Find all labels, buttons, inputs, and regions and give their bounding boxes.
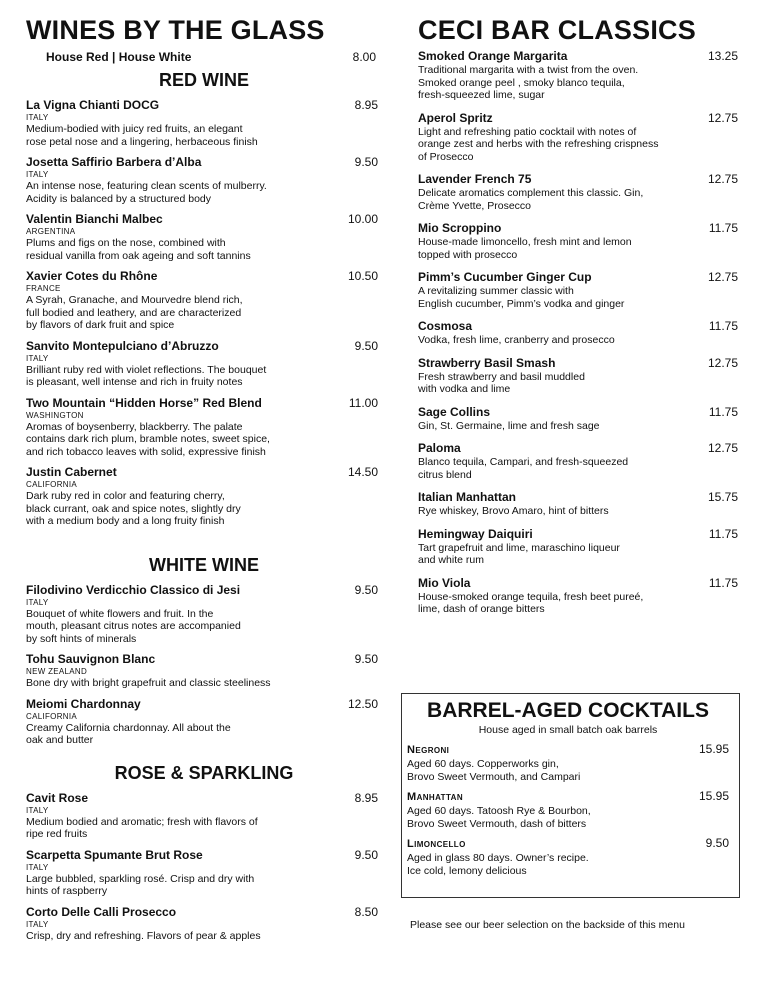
classics-list [418,49,738,616]
menu-item-description: Tart grapefruit and lime, maraschino liqueur and white rum [418,541,620,566]
menu-item [418,111,738,164]
menu-item-origin: ITALY [26,919,49,929]
menu-item-description: Fresh strawberry and basil muddled with vodka and lime [418,370,585,395]
menu-item-name: Two Mountain “Hidden Horse” Red Blend [26,395,262,410]
menu-item-name: Meiomi Chardonnay [26,696,141,711]
wines-by-the-glass-title: WINES BY THE GLASS [26,15,325,45]
menu-item-description: Light and refreshing patio cocktail with notes of orange zest and herbs with the refreshing crispness of Prosecco [418,125,659,163]
menu-item-origin: WASHINGTON [26,410,84,420]
menu-item-origin: ITALY [26,597,49,607]
menu-item-price: 11.75 [708,404,738,419]
house-wine-label: House Red | House White [46,50,192,64]
barrel-aged-list [407,742,729,877]
menu-item [407,742,729,783]
house-wine-row [46,50,382,64]
menu-item-header [26,155,382,170]
menu-item-origin: ITALY [26,805,49,815]
menu-item-name: Scarpetta Spumante Brut Rose [26,847,203,862]
menu-item-name: Hemingway Daiquiri [418,526,533,541]
menu-item-description: Delicate aromatics complement this classic. Gin, Crème Yvette, Prosecco [418,187,644,212]
menu-item-origin: CALIFORNIA [26,711,78,721]
menu-item-description: A revitalizing summer classic with English cucumber, Pimm’s vodka and ginger [418,285,625,310]
menu-item-name: Paloma [418,441,461,455]
menu-item-price: 8.50 [354,904,378,919]
white-wine-heading: WHITE WINE [149,554,259,575]
menu-item [26,212,382,262]
white-wine-list [26,583,382,747]
menu-item-price: 9.50 [705,836,729,850]
menu-item-origin: ITALY [26,113,49,122]
menu-item-price: 9.50 [354,582,378,597]
menu-item-header [418,319,738,334]
menu-item-name: Corto Delle Calli Prosecco [26,904,177,919]
menu-item-price: 13.25 [707,49,738,63]
menu-item-header [26,212,382,227]
menu-item-name: Sage Collins [418,404,491,419]
menu-item-name: Aperol Spritz [418,110,493,125]
menu-item-header [418,111,738,126]
menu-item-name: Smoked Orange Margarita [418,49,568,63]
menu-item-price: 15.75 [707,490,738,504]
menu-item-price: 9.50 [354,155,378,169]
menu-item-price: 8.95 [354,98,378,112]
menu-item-origin: FRANCE [26,284,61,293]
menu-item-header [418,221,738,236]
menu-item-origin: ITALY [26,353,49,363]
house-wine-price: 8.00 [352,50,376,64]
menu-item-description: Bone dry with bright grapefruit and classic steeliness [26,677,271,689]
menu-item-description: Traditional margarita with a twist from the oven. Smoked orange peel , smoky blanco tequila, fresh-squeezed lime, sugar [418,64,639,101]
menu-item-description: Aged 60 days. Tatoosh Rye & Bourbon, Brovo Sweet Vermouth, dash of bitters [407,805,591,830]
menu-item-price: 12.50 [347,696,378,711]
menu-item-price: 8.95 [354,790,378,805]
menu-item-description: Medium-bodied with juicy red fruits, an elegant rose petal nose and a lingering, herbaceous finish [26,123,258,148]
menu-item [26,155,382,205]
menu-item-header [407,789,729,805]
footer-note: Please see our beer selection on the backside of this menu [410,919,685,931]
menu-item-description: Plums and figs on the nose, combined with residual vanilla from oak ageing and soft tannins [26,237,251,262]
menu-item-name: Cavit Rose [26,790,89,805]
menu-item-price: 9.50 [354,338,378,353]
menu-item [26,697,382,747]
menu-item-price: 12.75 [707,270,738,284]
menu-item [418,441,738,481]
menu-item-price: 12.75 [707,441,738,455]
menu-item-origin: ITALY [26,862,49,872]
menu-item-price: 12.75 [707,355,738,370]
menu-item-price: 15.95 [698,742,729,756]
menu-item-name: Josetta Saffirio Barbera d’Alba [26,155,202,169]
menu-item-name: Justin Cabernet [26,465,117,479]
menu-item-name: Limoncello [407,838,466,850]
menu-item [26,583,382,646]
menu-item-name: La Vigna Chianti DOCG [26,98,160,112]
menu-item-header [418,356,738,371]
menu-item-description: House-smoked orange tequila, fresh beet pureé, lime, dash of orange bitters [418,590,644,615]
menu-item [26,465,382,528]
menu-item [418,490,738,518]
menu-item [26,269,382,332]
menu-item-header [418,576,738,591]
menu-item-header [26,583,382,598]
menu-item-price: 10.00 [347,212,378,226]
menu-item-name: Sanvito Montepulciano d’Abruzzo [26,338,219,353]
menu-item-header [418,527,738,542]
menu-item-header [418,490,738,505]
menu-item-description: Aromas of boysenberry, blackberry. The palate contains dark rich plum, bramble notes, sweet spice, and rich tobacco leaves with solid, expressive finish [26,420,270,458]
menu-item-origin: CALIFORNIA [26,480,78,489]
menu-item-description: A Syrah, Granache, and Mourvedre blend rich, full bodied and leathery, and are characterized by flavors of dark fruit and spice [26,294,243,331]
menu-item-name: Mio Viola [418,575,471,590]
menu-item [407,836,729,877]
menu-item-description: An intense nose, featuring clean scents of mulberry. Acidity is balanced by a structured body [26,180,267,205]
menu-item [418,221,738,261]
menu-item-name: Lavender French 75 [418,172,532,186]
menu-item-price: 12.75 [707,172,738,186]
menu-item-description: Rye whiskey, Brovo Amaro, hint of bitters [418,505,609,517]
barrel-aged-subtitle: House aged in small batch oak barrels [478,724,658,736]
menu-item-header [26,465,382,480]
menu-item-description: Vodka, fresh lime, cranberry and prosecco [418,334,615,346]
menu-item [407,789,729,830]
menu-item-name: Pimm’s Cucumber Ginger Cup [418,270,592,284]
wines-column [26,14,382,942]
menu-item-description: Gin, St. Germaine, lime and fresh sage [418,419,600,432]
menu-item-origin: ARGENTINA [26,227,76,236]
menu-item-description: Bouquet of white flowers and fruit. In the mouth, pleasant citrus notes are accompanied by soft hints of minerals [26,607,241,645]
menu-item-header [26,396,382,411]
menu-item-price: 15.95 [698,789,729,803]
menu-item-header [26,652,382,667]
menu-item-header [26,791,382,806]
menu-item-description: Dark ruby red in color and featuring cherry, black currant, oak and spice notes, slightly dry with a medium body and a long fruity finish [26,490,241,527]
menu-item-description: Brilliant ruby red with violet reflections. The bouquet is pleasant, well intense and rich in fruity notes [26,363,267,388]
menu-item [26,98,382,148]
menu-item-origin: NEW ZEALAND [26,667,88,676]
menu-item-price: 11.75 [708,319,738,333]
menu-item [26,396,382,459]
menu-item-header [418,270,738,285]
menu-item-description: House-made limoncello, fresh mint and lemon topped with prosecco [418,236,632,261]
menu-item-price: 9.50 [354,847,378,862]
menu-item-header [26,98,382,113]
red-wine-heading: RED WINE [159,70,249,90]
menu-item-header [26,905,382,920]
menu-item-header [26,339,382,354]
menu-item-origin: ITALY [26,170,49,179]
menu-item [418,49,738,102]
rose-sparkling-heading: ROSE & SPARKLING [114,762,294,783]
menu-item-name: Negroni [407,744,450,756]
ceci-bar-classics-title: CECI BAR CLASSICS [418,15,696,45]
menu-item-description: Aged in glass 80 days. Owner’s recipe. Ice cold, lemony delicious [407,852,589,877]
menu-item [26,339,382,389]
menu-item-header [418,49,738,64]
menu-item-header [418,405,738,420]
menu-item-description: Creamy California chardonnay. All about the oak and butter [26,721,231,746]
menu-item [26,791,382,841]
menu-item-name: Strawberry Basil Smash [418,355,556,370]
menu-item-name: Italian Manhattan [418,490,517,504]
menu-item-name: Valentin Bianchi Malbec [26,212,163,226]
menu-item [26,848,382,898]
menu-item-price: 14.50 [347,465,378,479]
menu-item-price: 11.00 [348,395,378,410]
menu-item [418,405,738,433]
menu-item-name: Filodivino Verdicchio Classico di Jesi [26,582,241,597]
menu-item-price: 11.75 [708,221,738,235]
menu-item [418,270,738,310]
menu-item-header [407,836,729,852]
classics-column [418,14,738,616]
menu-item-price: 12.75 [707,110,738,125]
menu-item [418,172,738,212]
menu-item [418,576,738,616]
menu-item [418,527,738,567]
menu-item-name: Tohu Sauvignon Blanc [26,652,156,666]
menu-item-description: Crisp, dry and refreshing. Flavors of pear & apples [26,929,261,942]
menu-item-price: 10.50 [347,269,378,283]
menu-item [418,356,738,396]
menu-item-description: Blanco tequila, Campari, and fresh-squeezed citrus blend [418,456,629,481]
menu-item-description: Medium bodied and aromatic; fresh with flavors of ripe red fruits [26,815,258,840]
menu-item-header [26,697,382,712]
menu-item-price: 11.75 [708,575,738,590]
menu-item-price: 9.50 [354,652,378,666]
menu-item-header [26,848,382,863]
menu-item [26,652,382,690]
menu-item-description: Large bubbled, sparkling rosé. Crisp and dry with hints of raspberry [26,872,255,897]
menu-item-name: Xavier Cotes du Rhône [26,269,158,283]
menu-item-header [407,742,729,758]
menu-item [26,905,382,943]
menu-item-header [418,441,738,456]
menu-item-name: Manhattan [407,791,464,803]
menu-item-name: Mio Scroppino [418,221,502,235]
menu-item-header [26,269,382,284]
rose-sparkling-list [26,791,382,943]
red-wine-list [26,98,382,528]
menu-item-header [418,172,738,187]
menu-item-name: Cosmosa [418,319,473,333]
barrel-aged-box [401,693,740,898]
menu-item-price: 11.75 [708,526,738,541]
menu-item [418,319,738,347]
barrel-aged-title: BARREL-AGED COCKTAILS [427,699,709,722]
menu-item-description: Aged 60 days. Copperworks gin, Brovo Sweet Vermouth, and Campari [407,758,581,783]
